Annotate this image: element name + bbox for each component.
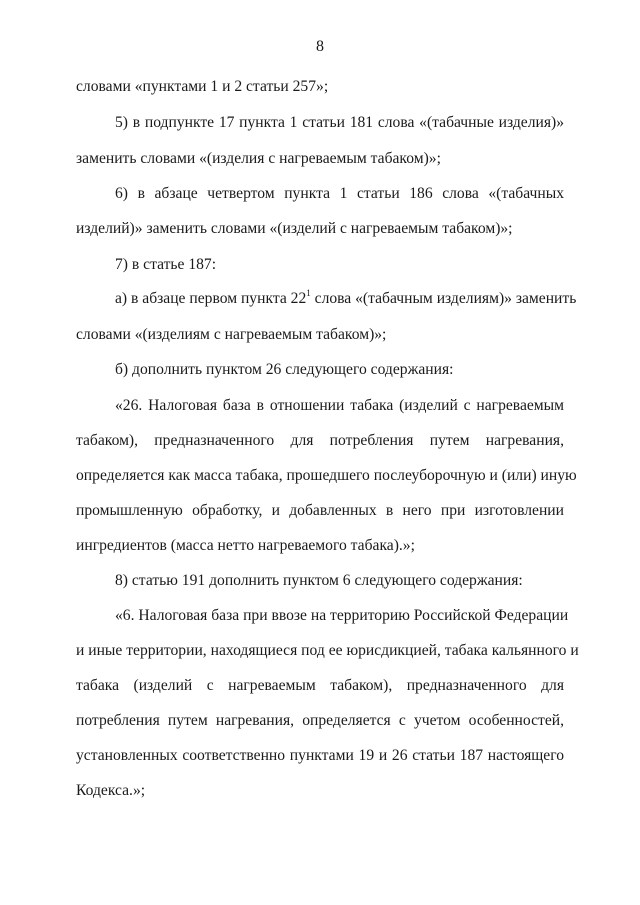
text-line: словами «(изделиям с нагреваемым табаком)»; xyxy=(76,326,387,343)
text-line xyxy=(115,287,577,309)
page-number: 8 xyxy=(316,38,324,55)
text-line: 8) статью 191 дополнить пунктом 6 следующего содержания: xyxy=(115,572,523,589)
text-line: б) дополнить пунктом 26 следующего содержания: xyxy=(115,361,454,378)
text-run: а) в абзаце первом пункта 22 xyxy=(115,290,307,307)
text-line: промышленную обработку, и добавленных в него при изготовлении xyxy=(76,502,564,519)
text-line: 5) в подпункте 17 пункта 1 статьи 181 слова «(табачные изделия)» xyxy=(115,114,564,131)
text-line: и иные территории, находящиеся под ее юрисдикцией, табака кальянного и xyxy=(76,642,579,659)
text-line: «6. Налоговая база при ввозе на территорию Российской Федерации xyxy=(115,607,569,624)
text-line: ингредиентов (масса нетто нагреваемого табака).»; xyxy=(76,537,415,554)
text-line: табака (изделий с нагреваемым табаком), предназначенного для xyxy=(76,677,564,694)
text-line: установленных соответственно пунктами 19 и 26 статьи 187 настоящего xyxy=(76,747,564,764)
text-line: потребления путем нагревания, определяется с учетом особенностей, xyxy=(76,712,564,729)
superscript: 1 xyxy=(306,287,311,298)
text-line: 6) в абзаце четвертом пункта 1 статьи 186 слова «(табачных xyxy=(115,185,564,202)
text-line: «26. Налоговая база в отношении табака (изделий с нагреваемым xyxy=(115,397,564,414)
text-line: табаком), предназначенного для потребления путем нагревания, xyxy=(76,432,564,449)
text-run: слова «(табачным изделиям)» заменить xyxy=(310,290,577,307)
text-line: изделий)» заменить словами «(изделий с нагреваемым табаком)»; xyxy=(76,220,513,237)
text-line: 7) в статье 187: xyxy=(115,256,217,273)
text-line: Кодекса.»; xyxy=(76,782,146,799)
text-line: заменить словами «(изделия с нагреваемым табаком)»; xyxy=(76,150,441,167)
text-line: определяется как масса табака, прошедшего послеуборочную и (или) иную xyxy=(76,467,577,484)
text-line: словами «пунктами 1 и 2 статьи 257»; xyxy=(76,78,329,95)
